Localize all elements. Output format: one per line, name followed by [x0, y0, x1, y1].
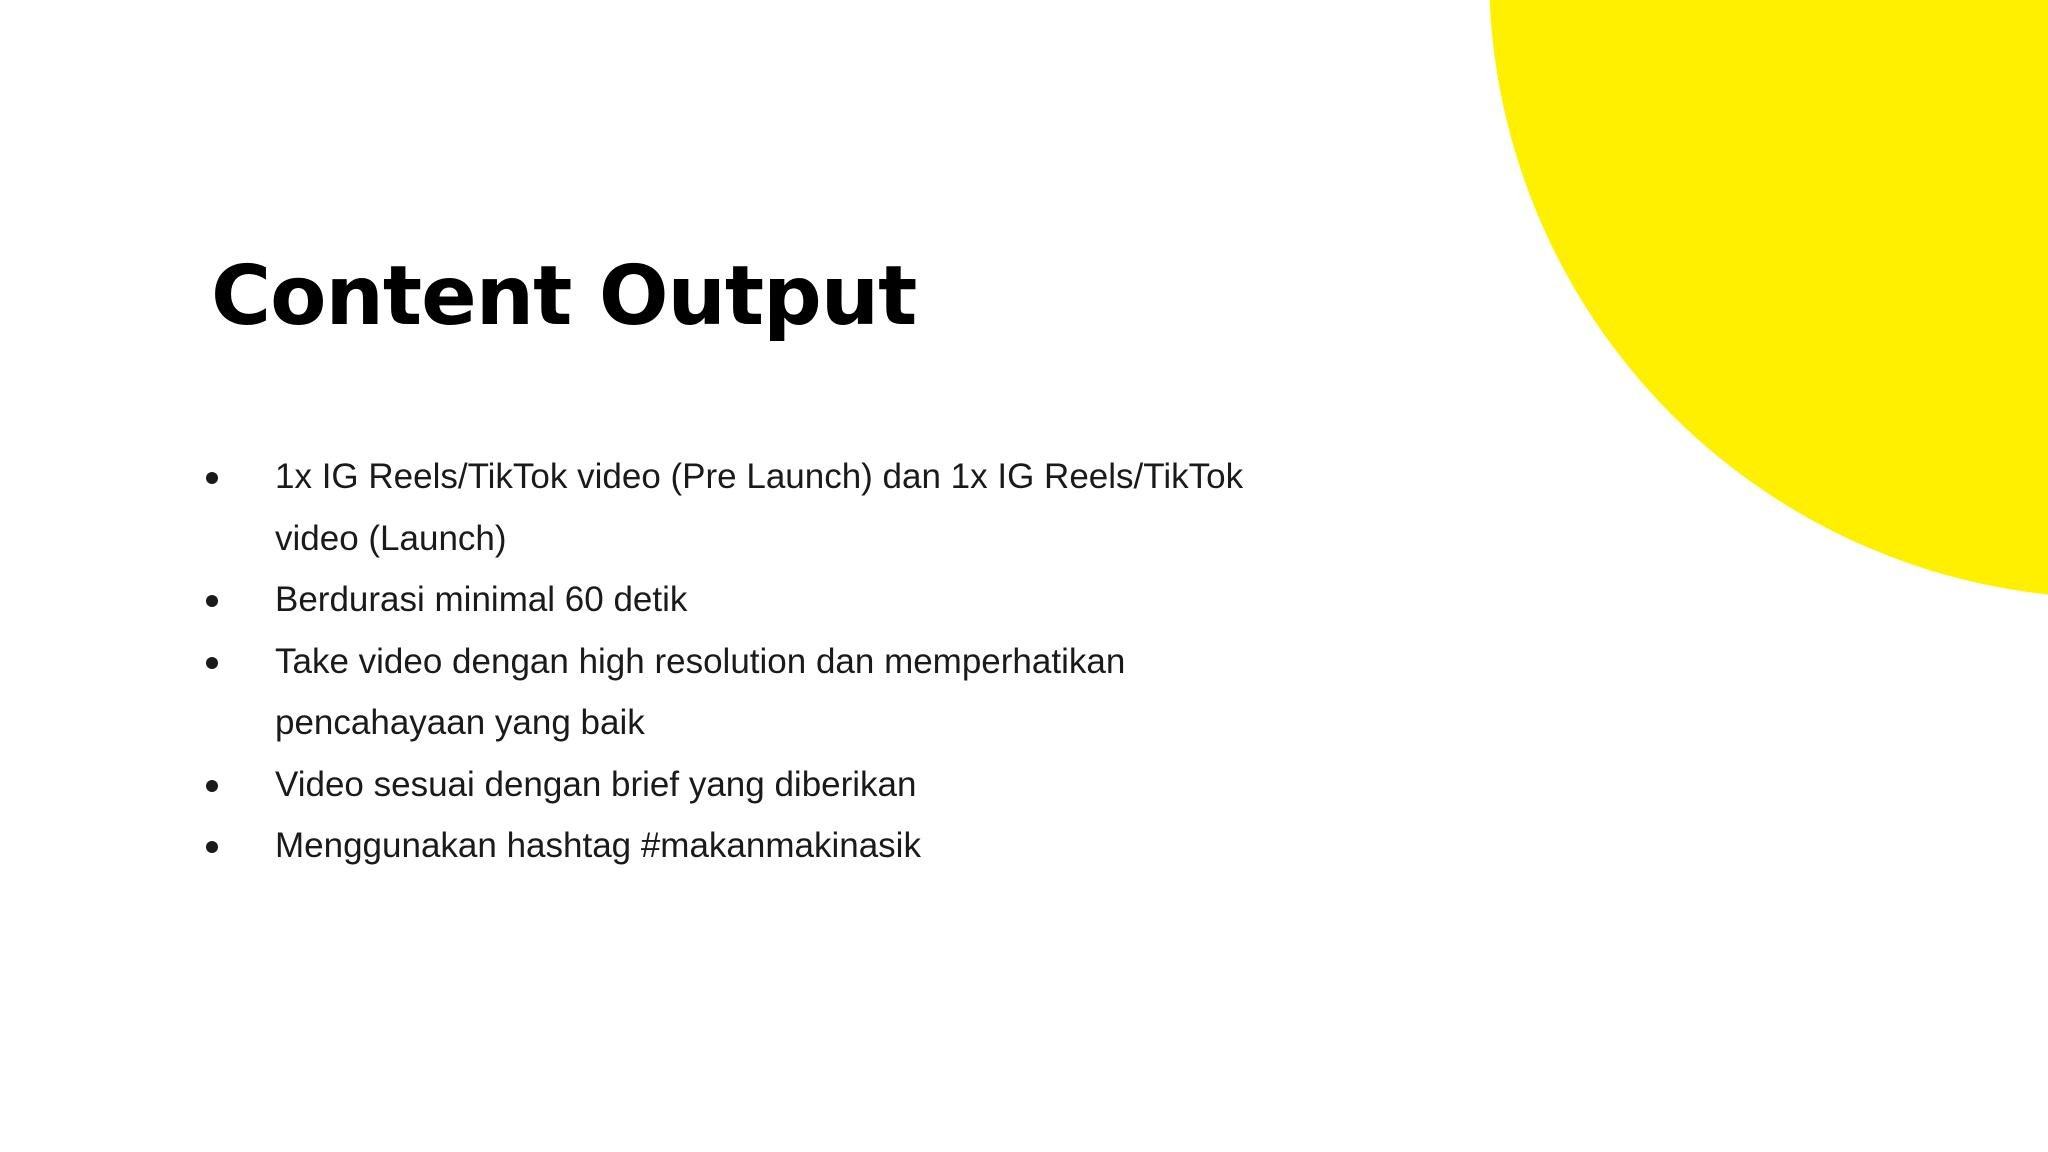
bullet-dot-icon — [206, 595, 218, 607]
bullet-text: Berdurasi minimal 60 detik — [275, 580, 688, 619]
slide-title: Content Output — [211, 249, 917, 344]
bullet-text: Take video dengan high resolution dan memperhatikan pencahayaan yang baik — [275, 641, 1126, 742]
bullet-text: Menggunakan hashtag #makanmakinasik — [275, 826, 921, 865]
bullet-item — [200, 631, 1310, 754]
bullet-dot-icon — [206, 780, 218, 792]
bullet-dot-icon — [206, 841, 218, 853]
bullet-text: 1x IG Reels/TikTok video (Pre Launch) dan 1x IG Reels/TikTok video (Launch) — [275, 457, 1244, 558]
bullet-dot-icon — [206, 657, 218, 669]
bullet-dot-icon — [206, 472, 218, 484]
bullet-item — [200, 815, 1310, 877]
bullet-list — [200, 446, 1310, 877]
bullet-item — [200, 754, 1310, 816]
bullet-item — [200, 569, 1310, 631]
bullet-text: Video sesuai dengan brief yang diberikan — [275, 764, 917, 804]
bullet-item — [200, 446, 1310, 569]
decorative-yellow-circle — [1489, 0, 2048, 598]
